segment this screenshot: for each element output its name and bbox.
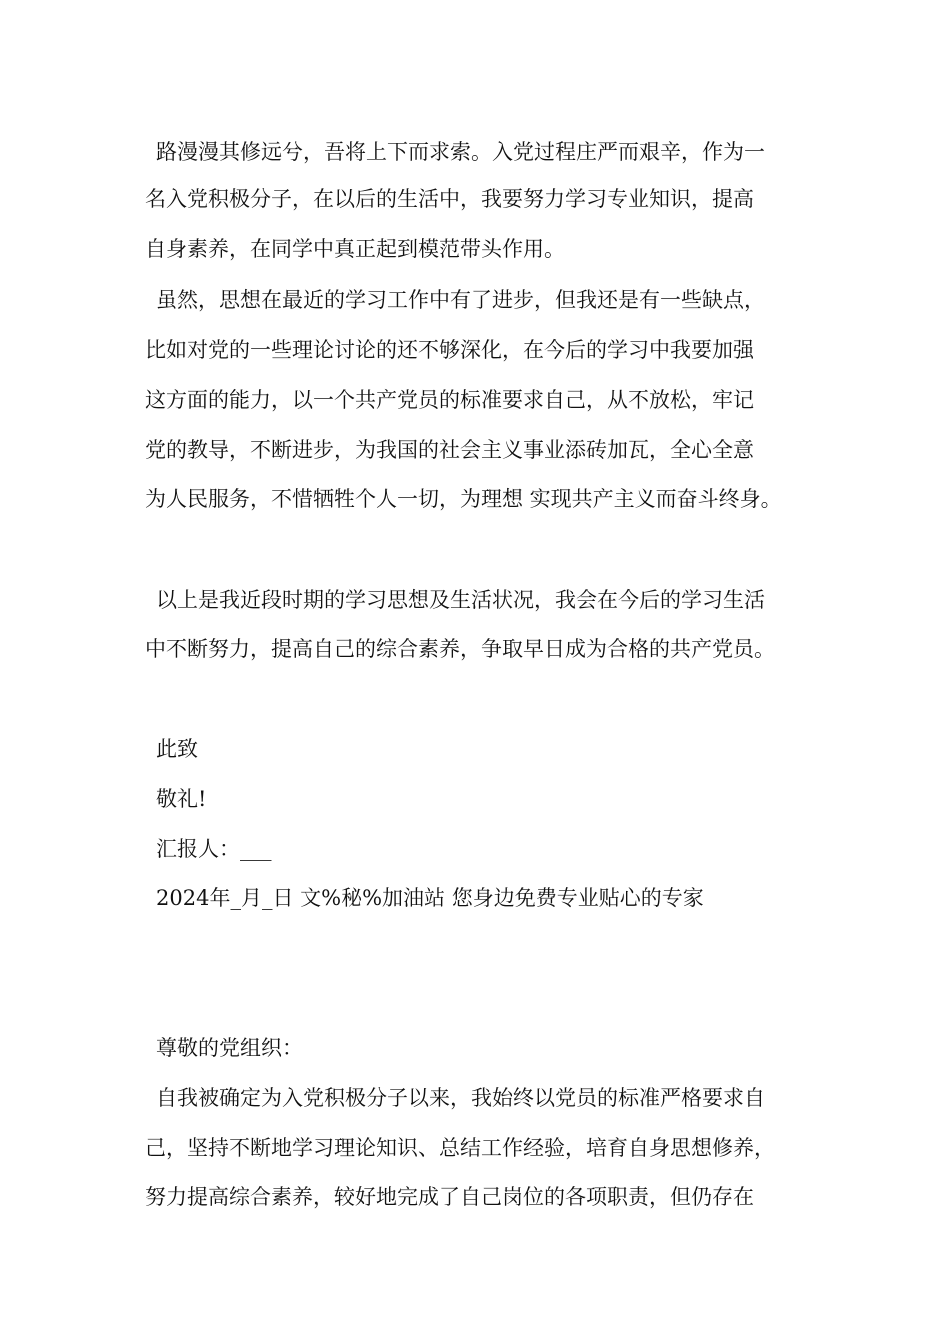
para3-line-1: 以上是我近段时期的学习思想及生活状况，我会在今后的学习生活 [156,588,765,612]
closing-line-2: 敬礼! [156,787,207,811]
para1-line-3: 自身素养，在同学中真正起到模范带头作用。 [145,237,565,261]
letter2-salutation: 尊敬的党组织： [156,1036,303,1060]
para3-line-2: 中不断努力，提高自己的综合素养，争取早日成为合格的共产党员。 [145,637,775,661]
para2-line-1: 虽然，思想在最近的学习工作中有了进步，但我还是有一些缺点， [156,288,765,312]
reporter-line: 汇报人：___ [156,837,272,861]
para2-line-5: 为人民服务，不惜牺牲个人一切，为理想 实现共产主义而奋斗终身。 [145,487,782,511]
para2-line-2: 比如对党的一些理论讨论的还不够深化，在今后的学习中我要加强 [145,338,754,362]
letter2-line-2: 己，坚持不断地学习理论知识、总结工作经验，培育自身思想修养， [145,1136,775,1160]
letter2-line-3: 努力提高综合素养，较好地完成了自己岗位的各项职责，但仍存在 [145,1185,754,1209]
para1-line-1: 路漫漫其修远兮，吾将上下而求索。入党过程庄严而艰辛，作为一 [156,140,765,164]
date-line: 2024年_月_日 文%秘%加油站 您身边免费专业贴心的专家 [156,886,704,910]
para2-line-4: 党的教导，不断进步，为我国的社会主义事业添砖加瓦，全心全意 [145,438,754,462]
para1-line-2: 名入党积极分子，在以后的生活中，我要努力学习专业知识，提高 [145,187,754,211]
para2-line-3: 这方面的能力，以一个共产党员的标准要求自己，从不放松，牢记 [145,388,754,412]
closing-line-1: 此致 [156,737,198,761]
letter2-line-1: 自我被确定为入党积极分子以来，我始终以党员的标准严格要求自 [156,1086,765,1110]
